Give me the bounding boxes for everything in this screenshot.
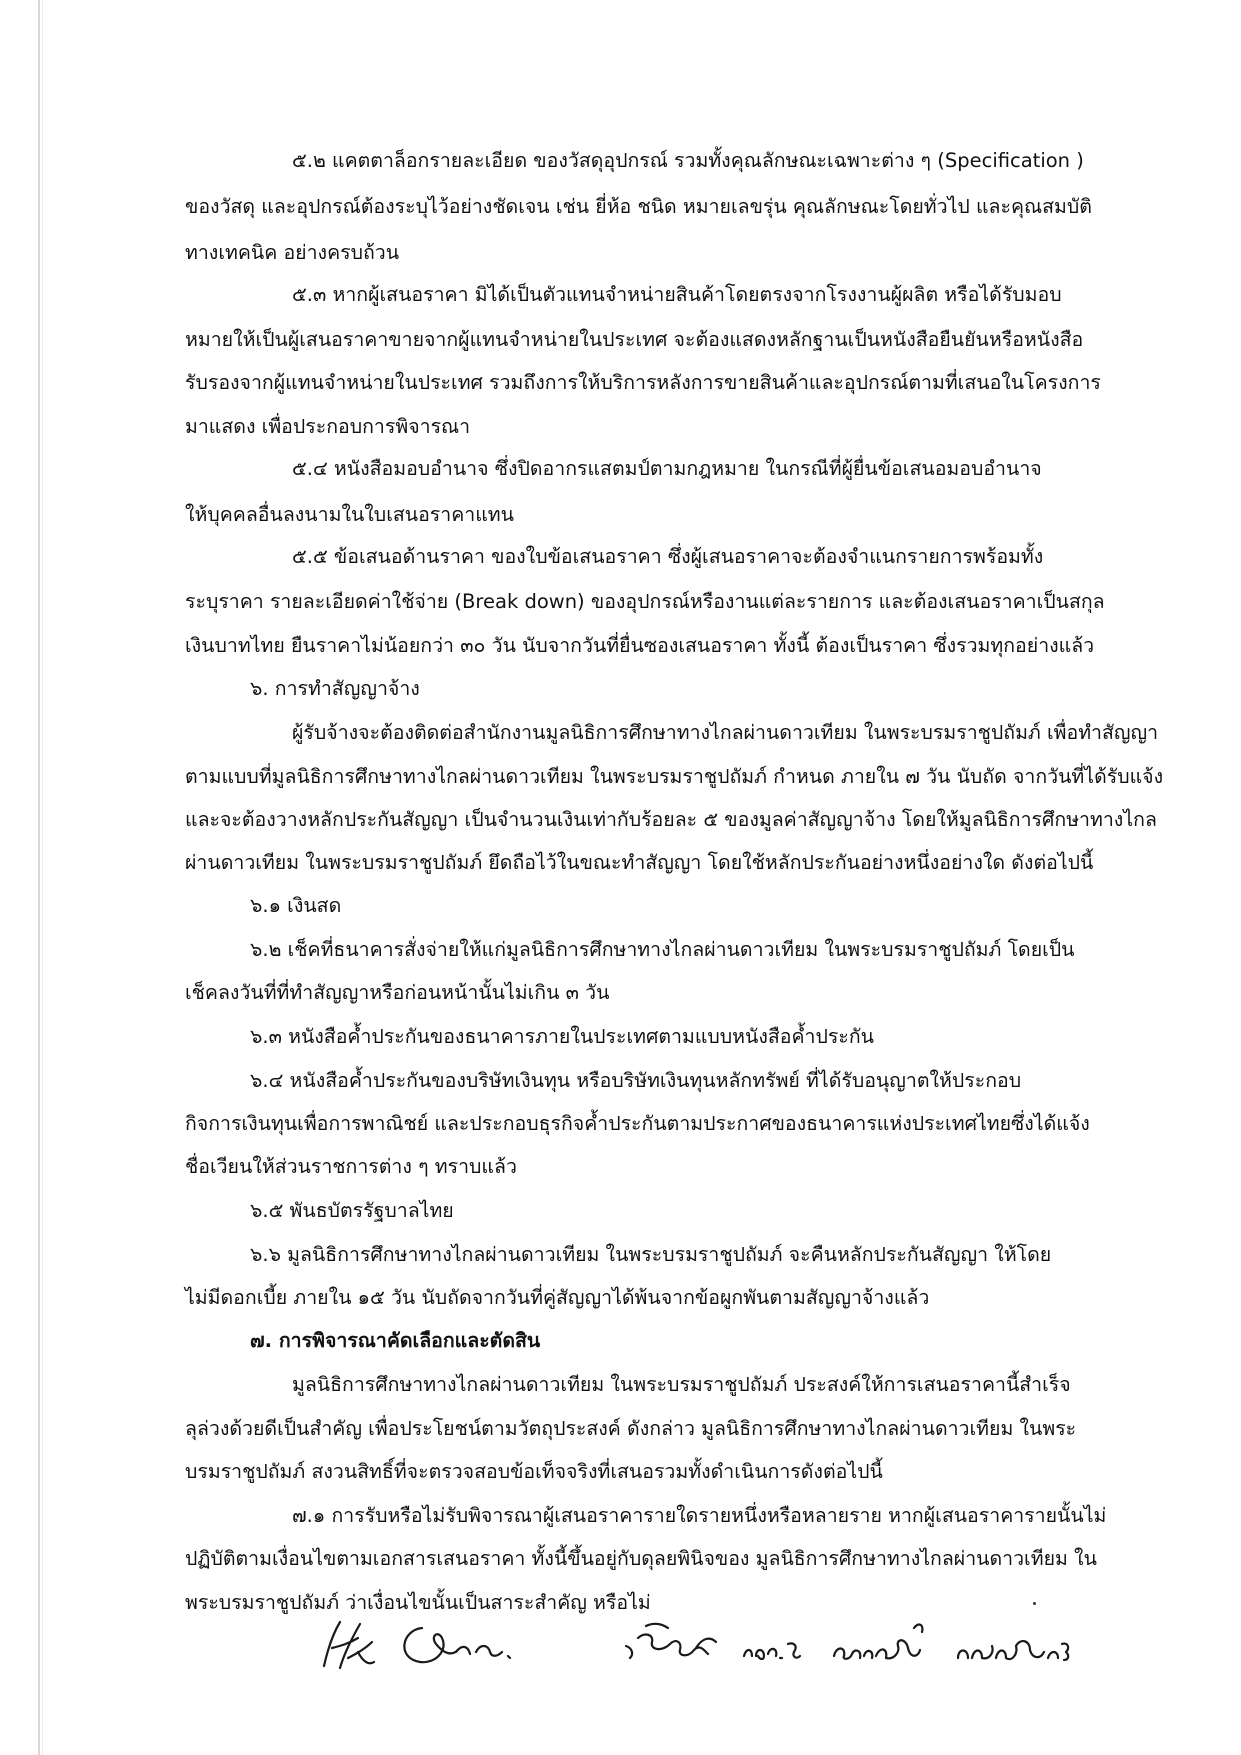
text-line: ลุล่วงด้วยดีเป็นสำคัญ เพื่อประโยชน์ตามวัตถุประสงค์ ดังกล่าว มูลนิธิการศึกษาทางไกลผ่านดาวเทียม ในพระ: [185, 1417, 1077, 1440]
text-line: และจะต้องวางหลักประกันสัญญา เป็นจำนวนเงินเท่ากับร้อยละ ๕ ของมูลค่าสัญญาจ้าง โดยให้มูลนิธิการศึกษาทางไกล: [185, 808, 1157, 831]
text-line: ให้บุคคลอื่นลงนามในใบเสนอราคาแทน: [185, 503, 514, 526]
text-line: ระบุราคา รายละเอียดค่าใช้จ่าย (Break down) ของอุปกรณ์หรืองานแต่ละรายการ และต้องเสนอราคาเป็นสกุล: [185, 590, 1105, 613]
section-heading: ๗. การพิจารณาคัดเลือกและตัดสิน: [250, 1329, 541, 1352]
text-line: ๕.๒ แคตตาล็อกรายละเอียด ของวัสดุอุปกรณ์ รวมทั้งคุณลักษณะเฉพาะต่าง ๆ (Specification ): [292, 149, 1084, 172]
text-line: ๖.๓ หนังสือค้ำประกันของธนาคารภายในประเทศตามแบบหนังสือค้ำประกัน: [250, 1025, 874, 1048]
signature-initials-1: [318, 1608, 378, 1678]
signature-initials-4: [828, 1608, 938, 1678]
text-line: ทางเทคนิค อย่างครบถ้วน: [185, 241, 400, 264]
text-line: ๖.๖ มูลนิธิการศึกษาทางไกลผ่านดาวเทียม ในพระบรมราชูปถัมภ์ จะคืนหลักประกันสัญญา ให้โดย: [250, 1243, 1052, 1266]
text-line: ชื่อเวียนให้ส่วนราชการต่าง ๆ ทราบแล้ว: [185, 1155, 517, 1178]
signature-initials-5: [950, 1608, 1075, 1678]
text-line: ไม่มีดอกเบี้ย ภายใน ๑๕ วัน นับถัดจากวันที่คู่สัญญาได้พ้นจากข้อผูกพันตามสัญญาจ้างแล้ว: [185, 1286, 930, 1309]
text-line: ๖.๕ พันธบัตรรัฐบาลไทย: [250, 1199, 454, 1222]
text-line: ๕.๕ ข้อเสนอด้านราคา ของใบข้อเสนอราคา ซึ่งผู้เสนอราคาจะต้องจำแนกรายการพร้อมทั้ง: [292, 545, 1044, 568]
text-line: รับรองจากผู้แทนจำหน่ายในประเทศ รวมถึงการให้บริการหลังการขายสินค้าและอุปกรณ์ตามที่เสนอในโครงการ: [185, 371, 1101, 394]
text-line: ตามแบบที่มูลนิธิการศึกษาทางไกลผ่านดาวเทียม ในพระบรมราชูปถัมภ์ กำหนด ภายใน ๗ วัน นับถัด จากวันที่ได้รับแจ้ง: [185, 765, 1164, 788]
signature-date: [738, 1608, 808, 1678]
text-line: ผู้รับจ้างจะต้องติดต่อสำนักงานมูลนิธิการศึกษาทางไกลผ่านดาวเทียม ในพระบรมราชูปถัมภ์ เพื่อทำสัญญา: [292, 721, 1159, 744]
text-line: บรมราชูปถัมภ์ สงวนสิทธิ์ที่จะตรวจสอบข้อเท็จจริงที่เสนอรวมทั้งดำเนินการดังต่อไปนี้: [185, 1460, 883, 1483]
text-line: ๖.๑ เงินสด: [250, 894, 342, 917]
text-line: ๖.๒ เช็คที่ธนาคารสั่งจ่ายให้แก่มูลนิธิการศึกษาทางไกลผ่านดาวเทียม ในพระบรมราชูปถัมภ์ โดยเป็น: [250, 938, 1075, 961]
text-line: ผ่านดาวเทียม ในพระบรมราชูปถัมภ์ ยึดถือไว้ในขณะทำสัญญา โดยใช้หลักประกันอย่างหนึ่งอย่างใด ดังต่อไปนี้: [185, 851, 1094, 874]
text-line: ๖.๔ หนังสือค้ำประกันของบริษัทเงินทุน หรือบริษัทเงินทุนหลักทรัพย์ ที่ได้รับอนุญาตให้ประกอบ: [250, 1069, 1022, 1092]
text-line: ปฏิบัติตามเงื่อนไขตามเอกสารเสนอราคา ทั้งนี้ขึ้นอยู่กับดุลยพินิจของ มูลนิธิการศึกษาทางไกลผ่านดาวเทียม ใน: [185, 1547, 1097, 1570]
text-line: มาแสดง เพื่อประกอบการพิจารณา: [185, 415, 471, 438]
text-line: มูลนิธิการศึกษาทางไกลผ่านดาวเทียม ในพระบรมราชูปถัมภ์ ประสงค์ให้การเสนอราคานี้สำเร็จ: [292, 1373, 1071, 1396]
signature-initials-3: [618, 1608, 723, 1678]
text-line: ๕.๔ หนังสือมอบอำนาจ ซึ่งปิดอากรแสตมป์ตามกฎหมาย ในกรณีที่ผู้ยื่นข้อเสนอมอบอำนาจ: [292, 457, 1042, 480]
scan-edge-shadow: [38, 0, 40, 1755]
signature-initials-2: [392, 1608, 522, 1678]
text-line: ๕.๓ หากผู้เสนอราคา มิได้เป็นตัวแทนจำหน่ายสินค้าโดยตรงจากโรงงานผู้ผลิต หรือได้รับมอบ: [292, 283, 1062, 306]
scan-edge-shadow-inner: [42, 0, 43, 1755]
text-line: กิจการเงินทุนเพื่อการพาณิชย์ และประกอบธุรกิจค้ำประกันตามประกาศของธนาคารแห่งประเทศไทยซึ่งได้แจ้ง: [185, 1112, 1090, 1135]
section-heading: ๖. การทำสัญญาจ้าง: [250, 677, 420, 700]
text-line: เงินบาทไทย ยืนราคาไม่น้อยกว่า ๓๐ วัน นับจากวันที่ยื่นซองเสนอราคา ทั้งนี้ ต้องเป็นราคา ซึ่งรวมทุกอย่างแล้ว: [185, 634, 1095, 657]
text-line: เช็คลงวันที่ที่ทำสัญญาหรือก่อนหน้านั้นไม่เกิน ๓ วัน: [185, 981, 610, 1004]
text-line: ของวัสดุ และอุปกรณ์ต้องระบุไว้อย่างชัดเจน เช่น ยี่ห้อ ชนิด หมายเลขรุ่น คุณลักษณะโดยทั่วไป และคุณสมบัติ: [185, 195, 1092, 218]
stray-mark: [1033, 1602, 1036, 1605]
text-line: ๗.๑ การรับหรือไม่รับพิจารณาผู้เสนอราคารายใดรายหนึ่งหรือหลายราย หากผู้เสนอราคารายนั้นไม่: [292, 1504, 1107, 1527]
text-line: หมายให้เป็นผู้เสนอราคาขายจากผู้แทนจำหน่ายในประเทศ จะต้องแสดงหลักฐานเป็นหนังสือยืนยันหรือหนังสือ: [185, 328, 1084, 351]
text-line: พระบรมราชูปถัมภ์ ว่าเงื่อนไขนั้นเป็นสาระสำคัญ หรือไม่: [185, 1591, 651, 1614]
